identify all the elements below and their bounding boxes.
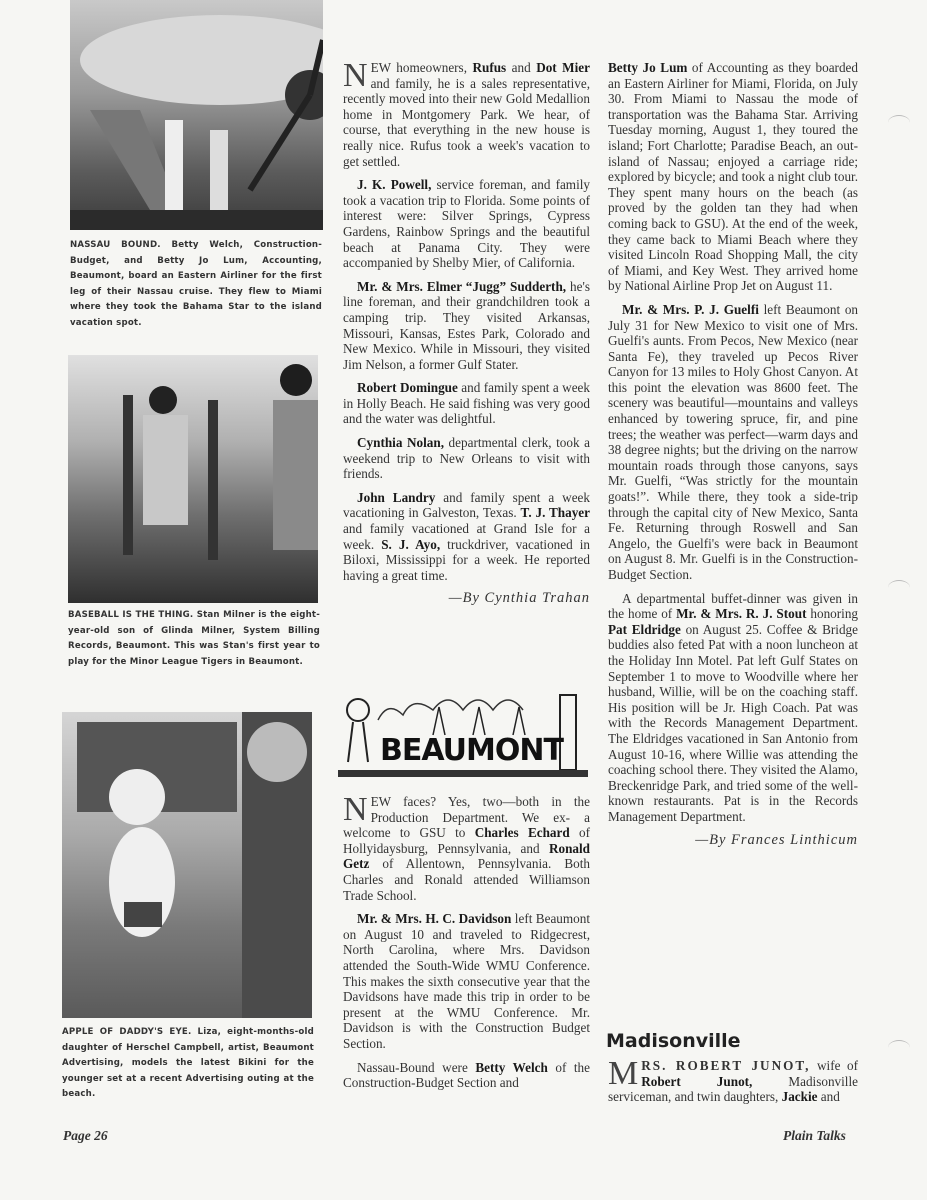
paragraph	[343, 279, 590, 373]
person-name: Robert Domingue	[357, 380, 458, 396]
byline-cynthia-trahan: —By Cynthia Trahan	[448, 590, 590, 607]
person-name: Cynthia Nolan,	[357, 435, 444, 451]
person-name: T. J. Thayer	[520, 505, 590, 521]
article-paragraphs	[608, 60, 858, 825]
baseball-players-illustration	[68, 355, 318, 603]
paragraph	[608, 60, 858, 294]
paragraph	[343, 380, 590, 427]
paragraph	[343, 490, 590, 584]
paragraph	[608, 1055, 858, 1105]
text-run: and	[817, 1089, 840, 1105]
person-name: Betty Welch	[475, 1059, 548, 1075]
text-run: and	[506, 60, 537, 75]
text-run: of Hollyidaysburg, Pennsylvania, and	[343, 825, 590, 856]
baby-illustration	[62, 712, 312, 1018]
column-middle-top	[343, 57, 591, 615]
text-run: on August 25. Coffee & Bridge buddies also feted Pat with a noon luncheon at the Holiday Inn Motel. Pat left Gulf States on September 1 to move to Woodville where her husband, Willie, will be on the coaching staff. His position will be Jr. High Coach. Pat was with the Records Management Department. The Eldridges vacationed in San Antonio from August 10-16, where Willie was attending the coaching school there. They visited the Alamo, Breckenridge Park, and tried some of the well-known restaurants. Pat is in the Records Management Department.	[608, 621, 858, 824]
paragraph	[343, 435, 590, 482]
person-name: Jackie	[781, 1089, 818, 1105]
text-run: and family vacationed at Grand Isle for a week.	[343, 521, 590, 552]
caption-text: Stan Milner is the eight-year-old son of Glinda Milner, System Billing Records, Beaumont. This was Stan's first year to play for the Minor League Tigers in Beaumont.	[68, 610, 320, 667]
publication-name: Plain Talks	[783, 1128, 846, 1143]
photo-baseball	[68, 355, 318, 603]
text-run: service foreman, and family took a vacation trip to Florida. Some points of interest were: Silver Springs, Cypress Gardens, Rainbow Springs and the beautiful beach at Panama City. They were accompanied by Shelby Mier, of California.	[343, 177, 590, 271]
caption-lead: BASEBALL IS THE THING.	[68, 610, 194, 620]
person-name: S. J. Ayo,	[381, 536, 441, 552]
person-name: Ronald Getz	[343, 840, 590, 872]
paragraph	[608, 302, 858, 583]
page-number: Page 26	[63, 1128, 108, 1143]
person-name: Pat Eldridge	[608, 621, 681, 637]
paragraph	[343, 911, 590, 1051]
drop-cap: N	[343, 791, 368, 828]
article-paragraphs	[343, 791, 591, 1091]
column-right	[608, 60, 858, 856]
photo-nassau-bound	[70, 0, 323, 230]
caption-lead: APPLE OF DADDY'S EYE.	[62, 1027, 192, 1037]
text-run: wife of	[810, 1058, 858, 1073]
drop-cap: M	[608, 1055, 639, 1092]
paragraph	[343, 177, 590, 271]
paragraph	[343, 1060, 590, 1091]
person-name: Mr. & Mrs. R. J. Stout	[676, 606, 807, 622]
person-name: Charles Echard	[474, 825, 570, 841]
text-run: Nassau-Bound were	[357, 1059, 476, 1075]
text-run: Madisonville serviceman, and twin daughters,	[608, 1073, 858, 1105]
text-run: of Accounting as they boarded an Eastern Airliner for Miami, Florida, on July 30. From Miami to Nassau the mode of transportation was the Bahama Star. Arriving Tuesday morning, August 1, they toured the island; Fort Charlotte; Paradise Beach, an out-island of Nassau; enjoyed a carriage ride; explored by bicycle; and took a night club tour. They spent many hours on the beach (as proved by the golden tan they had when coming back to GSU). At the end of the week, they came back to Miami Beach where they visited Lincoln Road Shopping Mall, the city of Miami, and Key West. They arrived home by National Airline Prop Jet on August 11.	[608, 60, 858, 294]
binder-hole-mark	[888, 115, 910, 130]
person-name: John Landry	[357, 489, 436, 505]
person-name: Mr. & Mrs. H. C. Davidson	[357, 911, 512, 927]
drop-cap: N	[343, 57, 368, 94]
person-name: Mr. & Mrs. Elmer “Jugg” Sudderth,	[357, 278, 567, 294]
text-run: A departmental buffet-dinner was given in the home of	[608, 590, 858, 622]
text-run: truckdriver, vacationed in Biloxi, Mississippi for a week. He reported having a great time.	[343, 536, 591, 583]
column-right-madisonville	[608, 1055, 858, 1113]
caption-text: Betty Welch, Construction-Budget, and Betty Jo Lum, Accounting, Beaumont, board an Eastern Airliner for the first leg of their Nassau cruise. They flew to Miami where they took the Bahama Star to the island vacation spot.	[70, 240, 323, 328]
caption-lead: NASSAU BOUND.	[70, 240, 161, 250]
binder-hole-mark	[888, 580, 910, 595]
person-name: Rufus	[472, 60, 507, 75]
text-run: and family spent a week in Holly Beach. He said fishing was very good and the water was delightful.	[343, 380, 591, 427]
photo-apple-of-daddys-eye	[62, 712, 312, 1018]
person-name: J. K. Powell,	[357, 177, 432, 193]
text-run: EW faces? Yes, two—both in the Production Department. We ex- a welcome to GSU to	[343, 794, 590, 841]
paragraph	[343, 791, 590, 903]
person-name: Mr. & Mrs. P. J. Guelfi	[622, 301, 759, 317]
text-run: he's line foreman, and their grandchildren took a camping trip. They visited Arkansas, Missouri, Kansas, Estes Park, Colorado and New Mexico. While in Missouri, they visited Jim Nelson, a former Gulf Stater.	[343, 278, 590, 372]
airplane-illustration	[70, 0, 323, 230]
caption-nassau-bound	[70, 238, 322, 331]
text-run: departmental clerk, took a weekend trip to New Orleans to visit with friends.	[343, 435, 590, 482]
text-run: and family spent a week vacationing in Galveston, Texas.	[343, 489, 590, 521]
person-name: Betty Jo Lum	[608, 60, 688, 75]
caption-text: Liza, eight-months-old daughter of Herschel Campbell, artist, Beaumont Advertising, models the latest Bikini for the younger set at a recent Advertising outing at the beach.	[62, 1027, 314, 1099]
caption-baseball	[68, 608, 320, 670]
binder-hole-mark	[888, 1040, 910, 1055]
paragraph	[343, 57, 590, 169]
byline-frances-linthicum: —By Frances Linthicum	[695, 831, 858, 848]
beaumont-banner	[338, 690, 588, 780]
text-run: honoring	[806, 606, 859, 622]
column-middle-bottom	[343, 791, 591, 1099]
text-run: of the Construction-Budget Section and	[343, 1059, 590, 1091]
beaumont-banner-title: BEAUMONT	[380, 733, 563, 768]
text-run: of Allentown, Pennsylvania. Both Charles and Ronald attended Williamson Trade School.	[343, 856, 590, 903]
person-name: RS. ROBERT JUNOT,	[641, 1058, 811, 1073]
article-paragraphs	[343, 57, 591, 583]
section-heading-madisonville: Madisonville	[606, 1030, 741, 1052]
paragraph	[608, 591, 858, 825]
person-name: Robert Junot,	[641, 1073, 753, 1089]
text-run: EW homeowners,	[370, 60, 473, 75]
person-name: Dot Mier	[536, 60, 590, 75]
text-run: and family, he is a sales representative, recently moved into their new Gold Medallion home in Montgomery Park. We hear, of course, that everything in the new house is really nice. Rufus took a week's vacation to get settled.	[343, 75, 590, 169]
text-run: left Beaumont on August 10 and traveled to Ridgecrest, North Carolina, where Mrs. Davidson attended the South-Wide WMU Conference. This makes the sixth consecutive year that the Davidsons have made this trip in order to be present at the WMU Conference. Mr. Davidson is with the Construction Budget Section.	[343, 911, 591, 1051]
article-paragraphs	[608, 1055, 858, 1105]
caption-apple-of-daddys-eye	[62, 1025, 314, 1103]
text-run: left Beaumont on July 31 for New Mexico to visit one of Mrs. Guelfi's aunts. From Pecos, New Mexico (near Santa Fe), they traveled up Pecos River Canyon for 13 miles to Holy Ghost Canyon. At this point the elevation was 8600 feet. The scenery was beautiful—mountains and valleys enhanced by towering spruce, fir, and pine trees; the weather was perfect—warm days and 38 degree nights; but the driving on the narrow mountain roads through those canyons, says Mr. Guelfi, “Was strictly for the mountain goats!”. While there, they took a side-trip through the capital city of New Mexico, Santa Fe. Returning through Roswell and San Angelo, the Guelfi's were back in Beaumont on August 8. Mr. Guelfi is in the Construction-Budget Section.	[608, 301, 859, 582]
